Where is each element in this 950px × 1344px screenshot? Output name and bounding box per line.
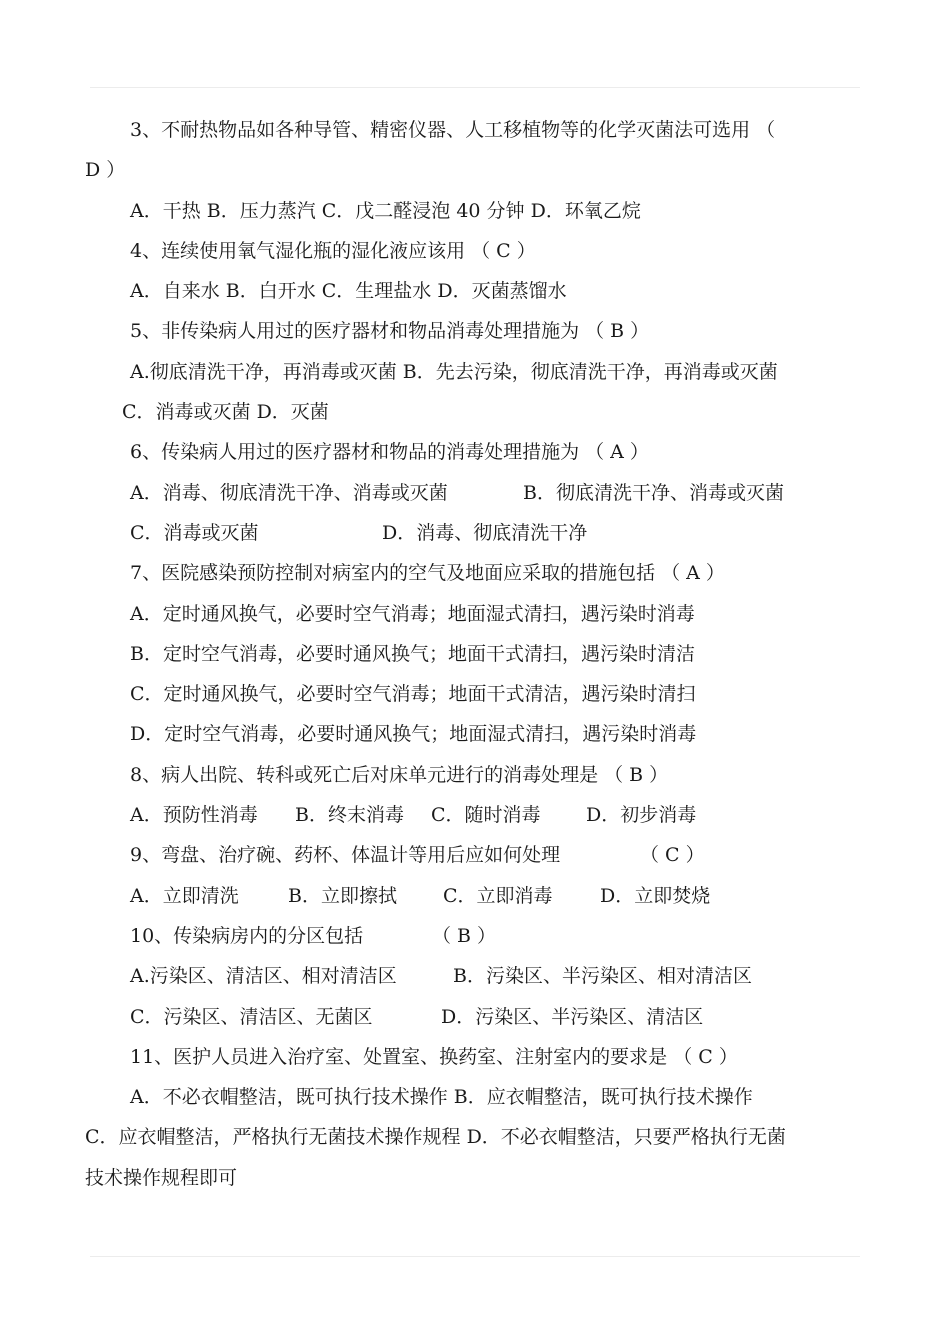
q7-option-b: B．定时空气消毒，必要时通风换气；地面干式清扫，遇污染时清洁 xyxy=(130,642,695,665)
q3-stem: 3、不耐热物品如各种导管、精密仪器、人工移植物等的化学灭菌法可选用 （ xyxy=(130,119,776,141)
q9-stem: 9、弯盘、治疗碗、药杯、体温计等用后应如何处理 xyxy=(130,844,561,867)
q10-options-1 xyxy=(0,956,950,996)
q6-options-1 xyxy=(0,473,950,513)
q11-options-3: 技术操作规程即可 xyxy=(85,1166,238,1189)
q8-option-a: A．预防性消毒 xyxy=(130,804,258,827)
q10-option-d: D．污染区、半污染区、清洁区 xyxy=(441,1005,704,1028)
document-page xyxy=(0,110,950,1198)
q8-option-c: C．随时消毒 xyxy=(431,804,541,827)
q7-option-a: A．定时通风换气，必要时空气消毒；地面湿式清扫，遇污染时消毒 xyxy=(130,602,695,625)
header-rule xyxy=(90,87,860,88)
q4-stem: 4、连续使用氧气湿化瓶的湿化液应该用 （ C ） xyxy=(130,239,536,262)
q10-answer: （ B ） xyxy=(432,924,497,947)
q6-option-d: D．消毒、彻底清洗干净 xyxy=(382,521,588,544)
q11-options-1: A．不必衣帽整洁，既可执行技术操作 B．应衣帽整洁，既可执行技术操作 xyxy=(130,1086,753,1109)
q7-option-c: C．定时通风换气，必要时空气消毒；地面干式清洁，遇污染时清扫 xyxy=(130,683,696,706)
q8-option-b: B．终末消毒 xyxy=(295,804,404,827)
q6-options-2 xyxy=(0,513,950,553)
q9-option-d: D．立即焚烧 xyxy=(600,884,711,907)
q8-option-d: D．初步消毒 xyxy=(586,804,697,827)
q6-option-b: B．彻底清洗干净、消毒或灭菌 xyxy=(523,481,784,504)
q6-option-c: C．消毒或灭菌 xyxy=(130,521,259,544)
q10-stem-line xyxy=(0,916,950,956)
footer-rule xyxy=(90,1256,860,1257)
q11-options-2: C．应衣帽整洁，严格执行无菌技术操作规程 D．不必衣帽整洁，只要严格执行无菌 xyxy=(85,1126,786,1149)
q9-options xyxy=(0,876,950,916)
q6-stem: 6、传染病人用过的医疗器材和物品的消毒处理措施为 （ A ） xyxy=(130,441,649,464)
q11-stem: 11、医护人员进入治疗室、处置室、换药室、注射室内的要求是 （ C ） xyxy=(130,1045,738,1068)
q9-option-a: A．立即清洗 xyxy=(130,884,239,907)
q9-option-b: B．立即擦拭 xyxy=(288,884,397,907)
q8-stem: 8、病人出院、转科或死亡后对床单元进行的消毒处理是 （ B ） xyxy=(130,763,669,786)
q5-options-1: A.彻底清洗干净，再消毒或灭菌 B．先去污染，彻底清洗干净，再消毒或灭菌 xyxy=(130,360,778,383)
q6-option-a: A．消毒、彻底清洗干净、消毒或灭菌 xyxy=(130,481,448,504)
q10-options-2 xyxy=(0,997,950,1037)
q7-option-d: D．定时空气消毒，必要时通风换气；地面湿式清扫，遇污染时消毒 xyxy=(130,723,697,746)
q9-option-c: C．立即消毒 xyxy=(443,884,553,907)
q3-options: A．干热 B．压力蒸汽 C．戊二醛浸泡 40 分钟 D．环氧乙烷 xyxy=(130,199,641,222)
q5-options-2: C．消毒或灭菌 D．灭菌 xyxy=(122,401,329,424)
q3-stem-cont: D ） xyxy=(85,159,126,182)
q9-answer: （ C ） xyxy=(640,844,705,867)
q10-option-c: C．污染区、清洁区、无菌区 xyxy=(130,1005,373,1028)
q8-options xyxy=(0,795,950,835)
q5-stem: 5、非传染病人用过的医疗器材和物品消毒处理措施为 （ B ） xyxy=(130,320,650,343)
q7-stem: 7、医院感染预防控制对病室内的空气及地面应采取的措施包括 （ A ） xyxy=(130,562,725,585)
q9-stem-line xyxy=(0,835,950,875)
q10-option-b: B．污染区、半污染区、相对清洁区 xyxy=(453,965,752,988)
q4-options: A．自来水 B．白开水 C．生理盐水 D．灭菌蒸馏水 xyxy=(130,280,567,303)
q10-option-a: A.污染区、清洁区、相对清洁区 xyxy=(130,965,397,988)
q10-stem: 10、传染病房内的分区包括 xyxy=(130,924,364,947)
